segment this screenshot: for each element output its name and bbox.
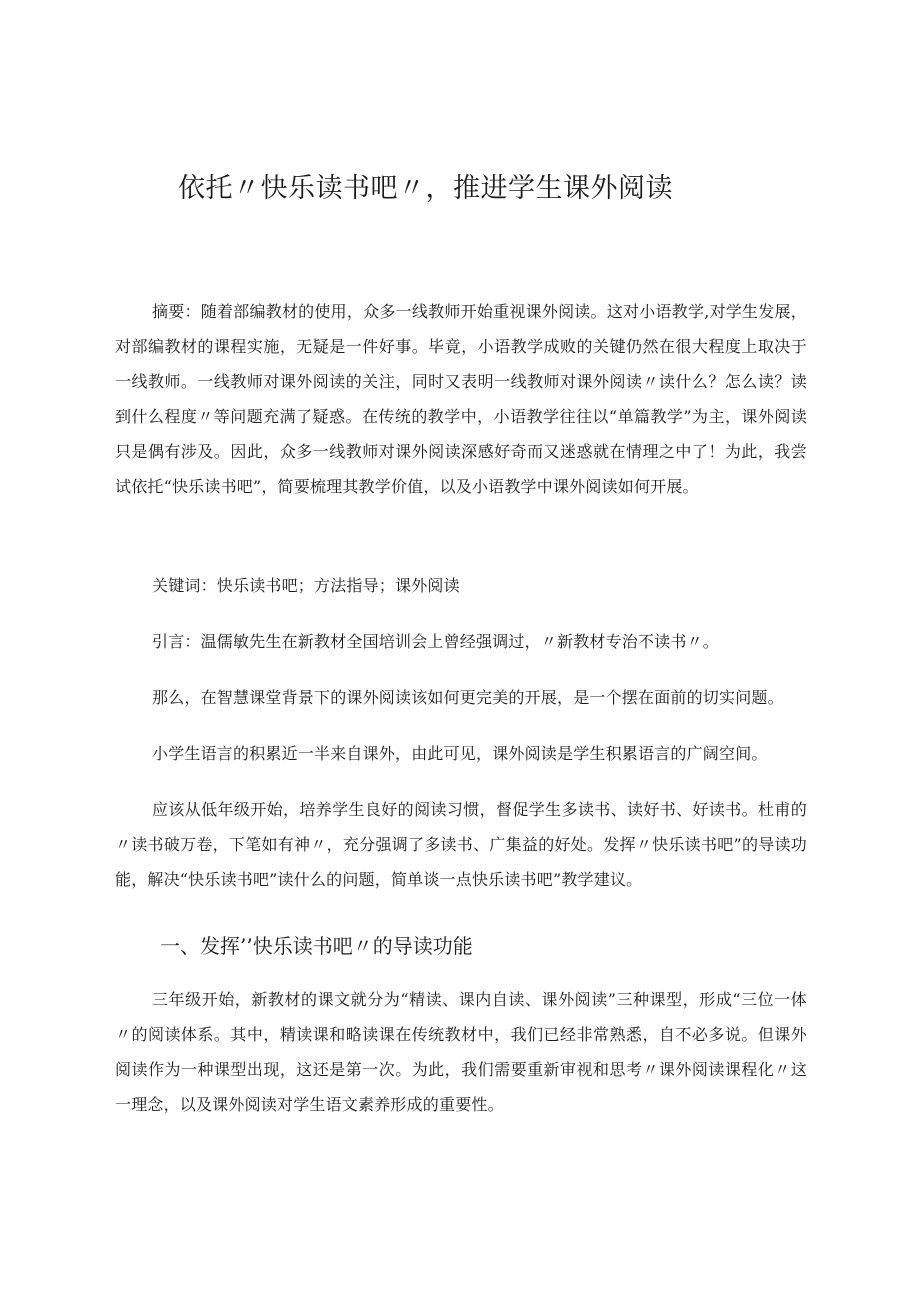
section-paragraph: 三年级开始，新教材的课文就分为“精读、课内自读、课外阅读”三种课型，形成“三位一体〃的阅读体系。其中，精读课和略读课在传统教材中，我们已经非常熟悉，自不必多说。但课外阅读作为一种课型出现，这还是第一次。为此，我们需要重新审视和思考〃课外阅读课程化〃这一理念，以及课外阅读对学生语文素养形成的重要性。 [115, 990, 807, 1114]
body-paragraph: 那么，在智慧课堂背景下的课外阅读该如何更完美的开展，是一个摆在面前的切实问题。 [152, 688, 784, 707]
body-paragraph: 应该从低年级开始，培养学生良好的阅读习惯，督促学生多读书、读好书、好读书。杜甫的〃读书破万卷，下笔如有神〃，充分强调了多读书、广集益的好处。发挥〃快乐读书吧”的导读功能，解决“快乐读书吧”读什么的问题，简单谈一点快乐读书吧”教学建议。 [115, 800, 807, 889]
keywords-line: 关键词：快乐读书吧；方法指导；课外阅读 [152, 576, 460, 595]
document-title: 依托〃快乐读书吧〃，推进学生课外阅读 [178, 173, 673, 204]
intro-paragraph: 引言：温儒敏先生在新教材全国培训会上曾经强调过，〃新教材专治不读书〃。 [152, 632, 720, 651]
abstract-paragraph: 摘要：随着部编教材的使用，众多一线教师开始重视课外阅读。这对小语教学,对学生发展，对部编教材的课程实施，无疑是一件好事。毕竟，小语教学成败的关键仍然在很大程度上取决于一线教师。一线教师对课外阅读的关注，同时又表明一线教师对课外阅读〃读什么？怎么读？读到什么程度〃等问题充满了疑惑。在传统的教学中，小语教学往往以“单篇教学”为主，课外阅读只是偶有涉及。因此，众多一线教师对课外阅读深感好奇而又迷惑就在情理之中了！为此，我尝试依托“快乐读书吧”，简要梳理其教学价值，以及小语教学中课外阅读如何开展。 [115, 302, 807, 496]
body-paragraph: 小学生语言的积累近一半来自课外，由此可见，课外阅读是学生积累语言的广阔空间。 [152, 744, 768, 763]
section-heading: 一、发挥’’快乐读书吧〃的导读功能 [160, 934, 473, 958]
